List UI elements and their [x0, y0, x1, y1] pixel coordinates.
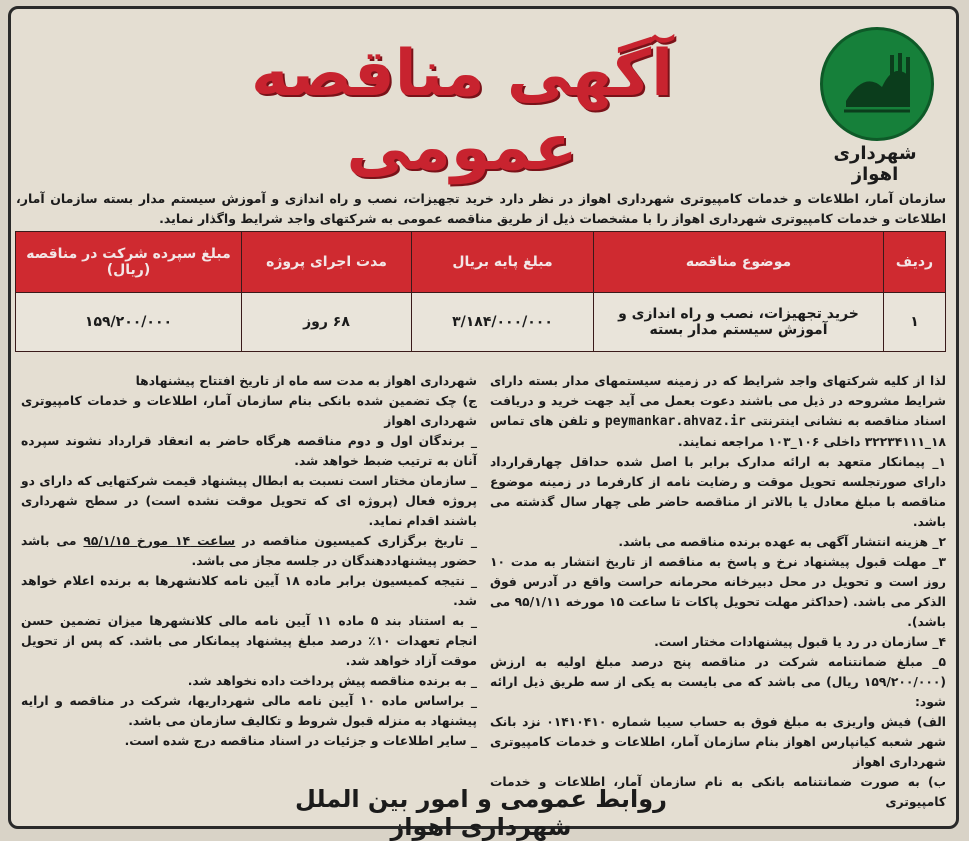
condition-item: ۲_ هزینه انتشار آگهی به عهده برنده مناقصه می باشد. [618, 535, 946, 549]
conditions-column-right [490, 371, 946, 812]
condition-item: _ به استناد بند ۵ ماده ۱۱ آیین نامه مالی کلانشهرها میزان تضمین حسن انجام تعهدات ۱۰٪ درصد مبلغ پیشنهاد پیمانکار می باشد. که پس از تحویل موقت آزاد خواهد شد. [21, 614, 477, 668]
header-cell-deposit: مبلغ سپرده شرکت در مناقصه (ریال) [16, 232, 242, 293]
condition-item: _ برندگان اول و دوم مناقصه هرگاه حاضر به انعقاد قرارداد نشوند سپرده آنان به ترتیب ضبط خواهد شد. [21, 434, 477, 468]
table-header-row [16, 232, 946, 293]
municipality-name: شهرداری اهواز [833, 143, 917, 185]
header [11, 9, 962, 185]
guarantee-option: ب) به صورت ضمانتنامه بانکی به نام سازمان آمار، اطلاعات و خدمات کامپیوتری [490, 775, 946, 809]
condition-item: _ سازمان مختار است نسبت به ابطال پیشنهاد قیمت شرکتهایی که دارای دو پروژه فعال (پروژه ای که تحویل موقت نشده است) در سطح شهرداری باشند اقدام نماید. [21, 474, 477, 528]
commission-text: _ تاریخ برگزاری کمیسیون مناقصه در [242, 534, 477, 548]
header-cell-row-number: ردیف [884, 232, 946, 293]
condition-item: _ به برنده مناقصه پیش پرداخت داده نخواهد شد. [187, 674, 477, 688]
commission-date: ساعت ۱۴ مورخ ۹۵/۱/۱۵ [83, 534, 236, 548]
header-cell-base-amount: مبلغ پایه بریال [412, 232, 594, 293]
emblem-graphic [834, 41, 920, 127]
website-link[interactable]: peymankar.ahvaz.ir [604, 414, 746, 429]
condition-item: شهرداری اهواز به مدت سه ماه از تاریخ افتتاح پیشنهادها [135, 374, 477, 388]
commission-text-end: می باشد حضور پیشنهاددهندگان در جلسه مجاز می باشد. [21, 534, 477, 568]
footer-signature: روابط عمومی و امور بین الملل شهرداری اهواز [295, 785, 667, 841]
commission-paragraph [21, 531, 477, 571]
municipality-emblem-icon [820, 27, 934, 141]
cell-deposit: ۱۵۹/۲۰۰/۰۰۰ [16, 293, 242, 352]
advertisement-sheet [8, 6, 959, 841]
guarantee-option: الف) فیش واریزی به مبلغ فوق به حساب سیبا شماره ۰۱۴۱۰۴۱۰ نزد بانک شهر شعبه کیانپارس اهواز بنام سازمان آمار، اطلاعات و خدمات کامپیوتری شهرداری اهواز [490, 715, 946, 769]
condition-item: _ براساس ماده ۱۰ آیین نامه مالی شهرداریها، شرکت در مناقصه و ارایه پیشنهاد به منزله قبول شروط و تکالیف سازمان می باشد. [21, 694, 478, 728]
cell-base-amount: ۳/۱۸۴/۰۰۰/۰۰۰ [412, 293, 594, 352]
cell-subject: خرید تجهیزات، نصب و راه اندازی و آموزش سیستم مدار بسته [594, 293, 884, 352]
header-cell-subject: موضوع مناقصه [594, 232, 884, 293]
tender-table [15, 231, 946, 352]
condition-item: ۱_ پیمانکار متعهد به ارائه مدارک برابر با اصل شده حداقل چهارقرارداد دارای صورتجلسه تحویل موقت و رضایت نامه از کارفرما در زمینه موضوع مناقصه با مبلغ معادل یا بالاتر از مناقصه حاضر طی چهار سال گذشته می باشد. [490, 455, 946, 529]
condition-item: _ سایر اطلاعات و جزئیات در اسناد مناقصه درج شده است. [124, 734, 477, 748]
cell-duration: ۶۸ روز [242, 293, 412, 352]
cell-row-number: ۱ [884, 293, 946, 352]
conditions-column-left [21, 371, 477, 751]
condition-item: ۵_ مبلغ ضمانتنامه شرکت در مناقصه پنج درصد مبلغ اولیه به ارزش (۱۵۹/۲۰۰/۰۰۰ ریال) می باشد که می بایست به یکی از سه طریق ذیل ارائه شود: [490, 655, 946, 709]
contact-text: و تلفن های تماس ۱۸_۳۲۲۳۴۱۱۱ داخلی ۱۰۶_۱۰۳ مراجعه نمایند. [490, 414, 946, 449]
invitation-paragraph [490, 371, 946, 452]
table-row [16, 293, 946, 352]
page-title: آگهی مناقصه عمومی [251, 37, 673, 185]
intro-paragraph: سازمان آمار، اطلاعات و خدمات کامپیوتری شهرداری اهواز در نظر دارد خرید تجهیزات، نصب و راه اندازی و آموزش سیستم مدار بسته سازمان آمار، اطلاعات و خدمات کامپیوتری شهرداری اهواز را با مشخصات ذیل از طریق مناقصه عمومی به شرکتهای واجد شرایط واگذار نماید. [16, 191, 946, 226]
condition-item: ۴_ سازمان در رد یا قبول پیشنهادات مختار است. [654, 635, 946, 649]
condition-item: ۳_ مهلت قبول پیشنهاد نرخ و پاسخ به مناقصه از تاریخ انتشار به مدت ۱۰ روز است و تحویل در محل دبیرخانه محرمانه حراست واقع در آدرس فوق الذکر می باشد. (حداکثر مهلت تحویل پاکات تا ساعت ۱۵ مورخه ۹۵/۱/۱۱ می باشد). [490, 555, 946, 629]
header-cell-duration: مدت اجرای پروژه [242, 232, 412, 293]
condition-item: _ نتیجه کمیسیون برابر ماده ۱۸ آیین نامه کلانشهرها به برنده اعلام خواهد شد. [21, 574, 477, 608]
guarantee-option: ج) چک تضمین شده بانکی بنام سازمان آمار، اطلاعات و خدمات کامپیوتری شهرداری اهواز [21, 394, 477, 428]
invitation-text: لذا از کلیه شرکتهای واجد شرایط که در زمینه سیستمهای مدار بسته دارای شرایط مشروحه در ذیل می باشند دعوت بعمل می آید جهت خرید و دریافت اسناد مناقصه به نشانی اینترنتی [490, 374, 946, 428]
